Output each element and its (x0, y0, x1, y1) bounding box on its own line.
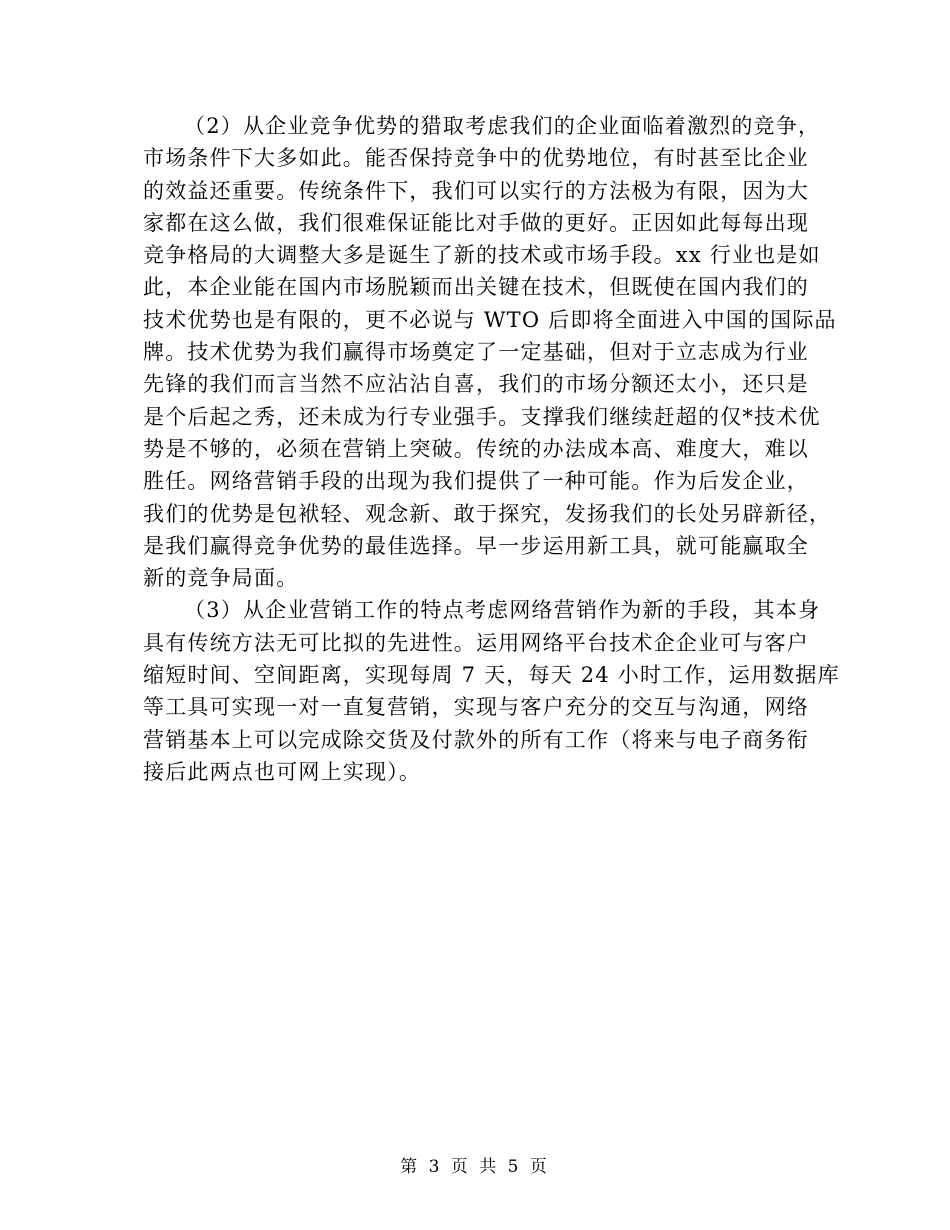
paragraph-line: （2）从企业竞争优势的猎取考虑我们的企业面临着激烈的竞争， (184, 114, 821, 138)
paragraph-line: 是我们赢得竞争优势的最佳选择。早一步运用新工具，就可能赢取全 (143, 533, 809, 558)
paragraph-line: 我们的优势是包袱轻、观念新、敢于探究，发扬我们的长处另辟新径， (143, 501, 832, 526)
paragraph-line: 牌。技术优势为我们赢得市场奠定了一定基础，但对于立志成为行业 (143, 340, 809, 365)
paragraph-line: （3）从企业营销工作的特点考虑网络营销作为新的手段，其本身 (184, 598, 821, 623)
paragraph-line: 营销基本上可以完成除交货及付款外的所有工作（将来与电子商务衔 (143, 727, 809, 752)
paragraph-line: 竞争格局的大调整大多是诞生了新的技术或市场手段。xx 行业也是如 (143, 243, 821, 268)
page-number-footer: 第 3 页 共 5 页 (400, 1157, 550, 1177)
document-body (143, 110, 840, 788)
paragraph-line: 家都在这么做，我们很难保证能比对手做的更好。正因如此每每出现 (143, 210, 809, 235)
paragraph-line: 胜任。网络营销手段的出现为我们提供了一种可能。作为后发企业， (143, 469, 809, 494)
paragraph-line: 技术优势也是有限的，更不必说与 WTO 后即将全面进入中国的国际品 (143, 307, 837, 332)
paragraph-3 (143, 594, 840, 788)
paragraph-line: 市场条件下大多如此。能否保持竞争中的优势地位，有时甚至比企业 (143, 146, 809, 171)
paragraph-line: 新的竞争局面。 (143, 566, 299, 591)
paragraph-2 (143, 110, 837, 594)
paragraph-line: 接后此两点也可网上实现）。 (143, 759, 422, 784)
paragraph-line: 等工具可实现一对一直复营销，实现与客户充分的交互与沟通，网络 (143, 695, 809, 720)
paragraph-line: 势是不够的，必须在营销上突破。传统的办法成本高、难度大，难以 (143, 436, 809, 461)
paragraph-line: 是个后起之秀，还未成为行专业强手。支撑我们继续赶超的仅*技术优 (143, 404, 821, 429)
paragraph-line: 的效益还重要。传统条件下，我们可以实行的方法极为有限，因为大 (143, 178, 809, 203)
paragraph-line: 先锋的我们而言当然不应沾沾自喜，我们的市场分额还太小，还只是 (143, 372, 809, 397)
paragraph-line: 具有传统方法无可比拟的先进性。运用网络平台技术企企业可与客户 (143, 630, 809, 655)
paragraph-line: 缩短时间、空间距离，实现每周 7 天，每天 24 小时工作，运用数据库 (143, 663, 840, 688)
paragraph-line: 此，本企业能在国内市场脱颖而出关键在技术，但既使在国内我们的 (143, 275, 809, 300)
